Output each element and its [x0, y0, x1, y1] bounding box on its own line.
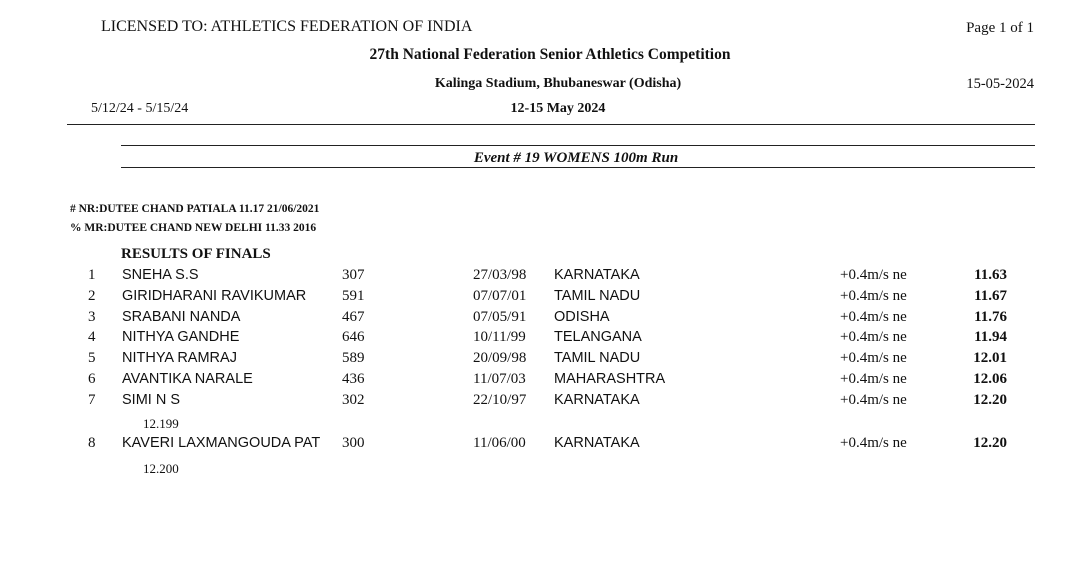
result-position: 1 — [88, 267, 96, 283]
date-of-birth: 07/05/91 — [473, 309, 527, 325]
team-name: ODISHA — [554, 309, 610, 325]
header-divider — [67, 124, 1035, 125]
wind-reading: +0.4m/s ne — [840, 371, 907, 387]
date-of-birth: 20/09/98 — [473, 350, 527, 366]
result-row — [0, 435, 1080, 456]
date-of-birth: 10/11/99 — [473, 329, 526, 345]
event-divider-top — [121, 145, 1035, 146]
bib-number: 591 — [342, 288, 365, 304]
results-heading: RESULTS OF FINALS — [121, 246, 271, 262]
wind-reading: +0.4m/s ne — [840, 288, 907, 304]
bib-number: 589 — [342, 350, 365, 366]
date-of-birth: 27/03/98 — [473, 267, 527, 283]
athlete-name: SIMI N S — [122, 392, 181, 408]
result-time: 12.20 — [973, 392, 1007, 408]
wind-reading: +0.4m/s ne — [840, 435, 907, 451]
bib-number: 436 — [342, 371, 365, 387]
athlete-name: NITHYA RAMRAJ — [122, 350, 237, 366]
result-time: 11.76 — [974, 309, 1007, 325]
team-name: MAHARASHTRA — [554, 371, 666, 387]
tiebreak-time: 12.200 — [143, 461, 179, 476]
print-date: 15-05-2024 — [966, 76, 1034, 92]
page-number: Page 1 of 1 — [966, 20, 1034, 36]
athlete-name: KAVERI LAXMANGOUDA PAT — [122, 435, 321, 451]
result-position: 5 — [88, 350, 96, 366]
national-record: # NR:DUTEE CHAND PATIALA 11.17 21/06/2021 — [70, 203, 320, 215]
team-name: KARNATAKA — [554, 392, 640, 408]
athlete-name: SRABANI NANDA — [122, 309, 241, 325]
result-time: 11.63 — [974, 267, 1007, 283]
competition-title: 27th National Federation Senior Athletics Competition — [369, 46, 731, 63]
result-row — [0, 350, 1080, 371]
result-row — [0, 309, 1080, 330]
bib-number: 302 — [342, 392, 365, 408]
result-time: 12.20 — [973, 435, 1007, 451]
result-row — [0, 288, 1080, 309]
result-row — [0, 392, 1080, 413]
result-position: 2 — [88, 288, 96, 304]
bib-number: 467 — [342, 309, 365, 325]
wind-reading: +0.4m/s ne — [840, 329, 907, 345]
meet-record: % MR:DUTEE CHAND NEW DELHI 11.33 2016 — [70, 222, 317, 234]
team-name: TAMIL NADU — [554, 350, 641, 366]
event-title: Event # 19 WOMENS 100m Run — [473, 150, 679, 166]
wind-reading: +0.4m/s ne — [840, 309, 907, 325]
athlete-name: NITHYA GANDHE — [122, 329, 240, 345]
result-position: 6 — [88, 371, 96, 387]
event-divider-bottom — [121, 167, 1035, 168]
result-time: 11.67 — [974, 288, 1007, 304]
wind-reading: +0.4m/s ne — [840, 392, 907, 408]
wind-reading: +0.4m/s ne — [840, 267, 907, 283]
team-name: KARNATAKA — [554, 267, 640, 283]
wind-reading: +0.4m/s ne — [840, 350, 907, 366]
result-position: 3 — [88, 309, 96, 325]
result-row — [0, 371, 1080, 392]
athlete-name: GIRIDHARANI RAVIKUMAR — [122, 288, 307, 304]
bib-number: 300 — [342, 435, 365, 451]
result-time: 12.06 — [973, 371, 1007, 387]
athlete-name: AVANTIKA NARALE — [122, 371, 253, 387]
date-range-short: 5/12/24 - 5/15/24 — [91, 101, 189, 116]
result-row — [0, 329, 1080, 350]
license-text: LICENSED TO: ATHLETICS FEDERATION OF INDIA — [101, 18, 473, 35]
team-name: KARNATAKA — [554, 435, 640, 451]
result-time: 11.94 — [974, 329, 1007, 345]
date-of-birth: 11/06/00 — [473, 435, 526, 451]
date-of-birth: 22/10/97 — [473, 392, 527, 408]
athlete-name: SNEHA S.S — [122, 267, 199, 283]
date-of-birth: 11/07/03 — [473, 371, 526, 387]
bib-number: 646 — [342, 329, 365, 345]
date-of-birth: 07/07/01 — [473, 288, 527, 304]
team-name: TELANGANA — [554, 329, 642, 345]
result-position: 8 — [88, 435, 96, 451]
team-name: TAMIL NADU — [554, 288, 641, 304]
result-row — [0, 267, 1080, 288]
competition-dates: 12-15 May 2024 — [510, 101, 606, 116]
tiebreak-time: 12.199 — [143, 416, 179, 431]
result-position: 4 — [88, 329, 96, 345]
result-position: 7 — [88, 392, 96, 408]
venue: Kalinga Stadium, Bhubaneswar (Odisha) — [434, 76, 682, 91]
result-time: 12.01 — [973, 350, 1007, 366]
bib-number: 307 — [342, 267, 365, 283]
